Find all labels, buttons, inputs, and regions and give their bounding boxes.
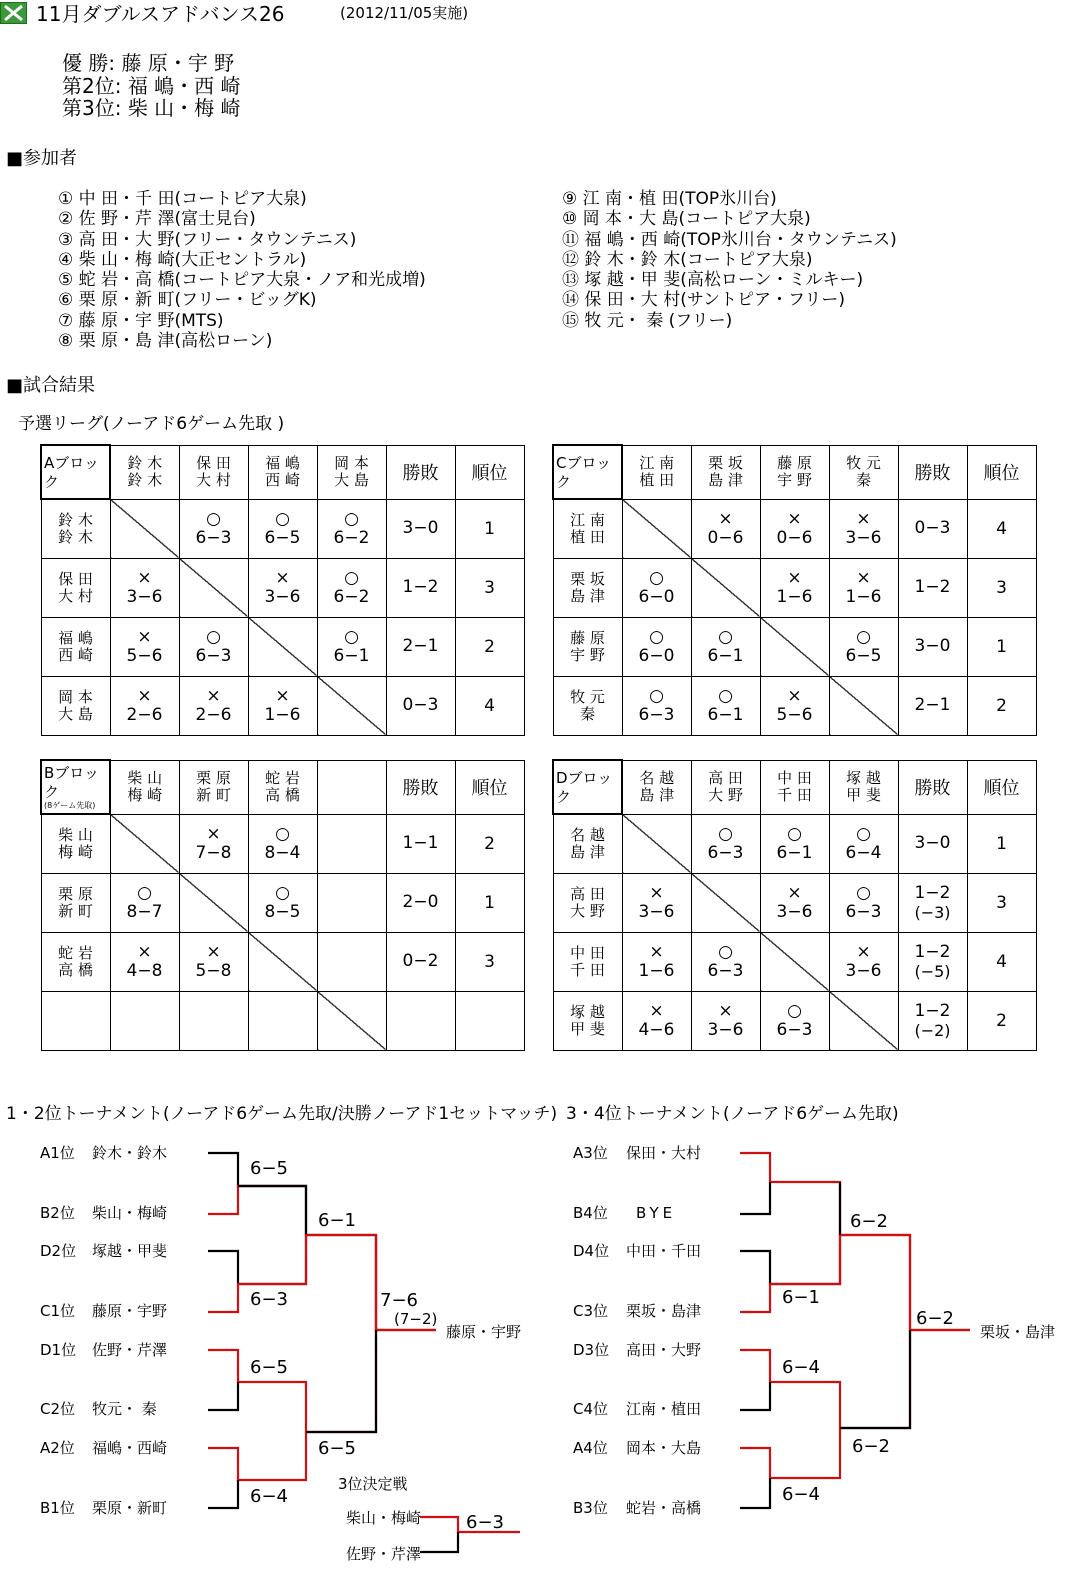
t34-score-sf1: 6−2 bbox=[850, 1211, 888, 1232]
participant-entry: ② 佐 野・芹 澤(富士見台) bbox=[58, 209, 256, 230]
match-score: 6−3 bbox=[638, 704, 675, 725]
match-mark: × bbox=[137, 685, 152, 706]
team-header-name: 藤 原 宇 野 bbox=[777, 454, 812, 489]
wl-value: 3−0 bbox=[914, 636, 951, 656]
match-mark: × bbox=[137, 567, 152, 588]
row-team-name: 牧 元 秦 bbox=[570, 687, 605, 723]
participant-entry: ⑥ 栗 原・新 町(フリー・ビッグK) bbox=[58, 290, 317, 311]
match-score: 6−3 bbox=[195, 645, 232, 666]
team-header-name: 岡 本 大 島 bbox=[334, 454, 369, 489]
tournament-12-title: 1・2位トーナメント(ノーアド6ゲーム先取/決勝ノーアド1セットマッチ) bbox=[6, 1104, 558, 1124]
block-note: (8ゲーム先取) bbox=[44, 801, 96, 810]
t12-score-final: 7−6 bbox=[380, 1290, 418, 1311]
match-score: 8−4 bbox=[264, 842, 301, 863]
match-mark: × bbox=[649, 941, 664, 962]
match-score: 3−6 bbox=[845, 527, 882, 548]
rank-value: 1 bbox=[484, 892, 495, 913]
third-place-score: 6−3 bbox=[466, 1512, 504, 1533]
seed-position: A1位 bbox=[40, 1144, 75, 1162]
wl-header-label: 勝敗 bbox=[402, 463, 439, 484]
seed-position: C1位 bbox=[40, 1302, 76, 1320]
match-mark: ○ bbox=[275, 508, 290, 529]
match-score: 6−2 bbox=[333, 527, 370, 548]
match-score: 5−8 bbox=[195, 960, 232, 981]
match-score: 0−6 bbox=[776, 527, 813, 548]
team-header-name: 名 越 島 津 bbox=[639, 769, 675, 804]
seed-team-name: 塚越・甲斐 bbox=[92, 1242, 168, 1260]
row-team-name: 塚 越 甲 斐 bbox=[570, 1002, 605, 1038]
match-score: 6−2 bbox=[333, 586, 370, 607]
row-team-name: 岡 本 大 島 bbox=[58, 687, 93, 723]
seed-position: D2位 bbox=[40, 1242, 77, 1260]
seed-position: B3位 bbox=[573, 1499, 608, 1517]
match-mark: ○ bbox=[275, 823, 290, 844]
match-mark: × bbox=[275, 567, 290, 588]
t12-score-r1b: 6−3 bbox=[250, 1289, 288, 1310]
row-team-name: 名 越 島 津 bbox=[570, 825, 605, 861]
match-mark: × bbox=[137, 941, 152, 962]
wl-value: 0−2 bbox=[402, 951, 439, 971]
seed-position: D1位 bbox=[40, 1341, 77, 1359]
rank-value: 2 bbox=[996, 1010, 1007, 1031]
match-score: 5−6 bbox=[776, 704, 813, 725]
seed-position: D3位 bbox=[573, 1341, 610, 1359]
block-label: Bブロック bbox=[44, 764, 99, 801]
rank-value: 1 bbox=[484, 518, 495, 539]
team-header-name: 牧 元 秦 bbox=[846, 454, 881, 489]
match-mark: ○ bbox=[649, 685, 664, 706]
team-header-name: 栗 坂 島 津 bbox=[708, 454, 743, 489]
match-mark: ○ bbox=[649, 626, 664, 647]
match-mark: ○ bbox=[856, 823, 871, 844]
block-label: Dブロック bbox=[556, 769, 613, 806]
seed-team-name: 福嶋・西崎 bbox=[92, 1439, 168, 1457]
match-mark: × bbox=[206, 685, 221, 706]
block-label: Cブロック bbox=[556, 454, 612, 491]
match-mark: ○ bbox=[275, 882, 290, 903]
t12-score-r1a: 6−5 bbox=[250, 1158, 288, 1179]
match-score: 6−4 bbox=[845, 842, 882, 863]
match-score: 6−3 bbox=[845, 901, 882, 922]
seed-team-name: 栗坂・島津 bbox=[626, 1302, 702, 1320]
row-team-name: 栗 坂 島 津 bbox=[570, 569, 605, 605]
match-score: 8−5 bbox=[264, 901, 301, 922]
match-score: 6−3 bbox=[707, 960, 744, 981]
row-team-name: 柴 山 梅 崎 bbox=[58, 825, 93, 861]
wl-value: 1−2 bbox=[914, 882, 951, 903]
match-score: 4−6 bbox=[638, 1019, 675, 1040]
row-team-name: 蛇 岩 高 橋 bbox=[58, 943, 93, 979]
wl-header-label: 勝敗 bbox=[914, 778, 951, 799]
rank-value: 3 bbox=[996, 892, 1007, 913]
match-score: 1−6 bbox=[776, 586, 813, 607]
t12-winner: 藤原・宇野 bbox=[446, 1323, 522, 1341]
rank-value: 2 bbox=[996, 695, 1007, 716]
seed-position: D4位 bbox=[573, 1242, 610, 1260]
match-mark: ○ bbox=[206, 508, 221, 529]
t34-score-final: 6−2 bbox=[916, 1308, 954, 1329]
match-mark: ○ bbox=[787, 823, 802, 844]
match-mark: × bbox=[787, 685, 802, 706]
participant-entry: ① 中 田・千 田(コートピア大泉) bbox=[58, 189, 307, 209]
team-header-name: 中 田 千 田 bbox=[777, 769, 812, 804]
t34-winner: 栗坂・島津 bbox=[980, 1323, 1056, 1341]
match-score: 4−8 bbox=[126, 960, 163, 981]
match-mark: × bbox=[206, 941, 221, 962]
seed-team-name: 蛇岩・高橋 bbox=[626, 1499, 702, 1517]
row-team-name: 鈴 木 鈴 木 bbox=[58, 510, 93, 546]
participant-entry: ⑪ 福 嶋・西 崎(TOP氷川台・タウンテニス) bbox=[562, 229, 897, 250]
match-score: 2−6 bbox=[126, 704, 163, 725]
match-score: 6−5 bbox=[845, 645, 882, 666]
seed-position: A4位 bbox=[573, 1439, 608, 1457]
team-header-name: 高 田 大 野 bbox=[708, 769, 743, 804]
match-score: 6−3 bbox=[707, 842, 744, 863]
wl-value: 1−2 bbox=[914, 577, 951, 597]
seed-team-name: 岡本・大島 bbox=[626, 1439, 702, 1457]
match-score: 6−1 bbox=[776, 842, 813, 863]
match-score: 6−5 bbox=[264, 527, 301, 548]
seed-position: C2位 bbox=[40, 1400, 76, 1418]
result-third: 第3位: 柴 山・梅 崎 bbox=[62, 96, 241, 120]
match-mark: ○ bbox=[718, 626, 733, 647]
wl-value: 1−2 bbox=[914, 1000, 951, 1021]
match-mark: ○ bbox=[344, 626, 359, 647]
rank-value: 3 bbox=[484, 577, 495, 598]
wl-value: 1−2 bbox=[402, 577, 439, 597]
rank-header-label: 順位 bbox=[471, 463, 508, 484]
row-team-name: 江 南 植 田 bbox=[570, 510, 605, 546]
match-mark: ○ bbox=[649, 567, 664, 588]
participant-entry: ③ 高 田・大 野(フリー・タウンテニス) bbox=[58, 229, 357, 250]
team-header-name: 福 嶋 西 崎 bbox=[265, 454, 300, 489]
match-score: 1−6 bbox=[638, 960, 675, 981]
t12-score-r1d: 6−4 bbox=[250, 1486, 288, 1507]
match-score: 6−0 bbox=[638, 645, 675, 666]
row-team-name: 福 嶋 西 崎 bbox=[58, 628, 93, 664]
third-place-team-a: 柴山・梅崎 bbox=[346, 1509, 422, 1527]
participants-heading: ■参加者 bbox=[6, 148, 78, 169]
rank-header-label: 順位 bbox=[983, 463, 1020, 484]
match-score: 3−6 bbox=[264, 586, 301, 607]
tournament-34-title: 3・4位トーナメント(ノーアド6ゲーム先取) bbox=[566, 1104, 899, 1124]
wl-header-label: 勝敗 bbox=[402, 778, 439, 799]
result-winner: 優 勝: 藤 原・宇 野 bbox=[62, 51, 235, 75]
wl-value: 2−1 bbox=[914, 695, 951, 715]
seed-team-name: 中田・千田 bbox=[626, 1242, 702, 1260]
participant-entry: ⑭ 保 田・大 村(サントピア・フリー) bbox=[562, 290, 845, 311]
match-mark: × bbox=[787, 882, 802, 903]
team-header-name: 保 田 大 村 bbox=[196, 454, 231, 489]
seed-team-name: 牧元・ 秦 bbox=[92, 1400, 157, 1418]
participant-entry: ⑫ 鈴 木・鈴 木(コートピア大泉) bbox=[562, 249, 813, 270]
seed-team-name: 柴山・梅崎 bbox=[92, 1204, 168, 1222]
wl-value: 1−2 bbox=[914, 941, 951, 962]
t12-score-sf2: 6−5 bbox=[318, 1438, 356, 1459]
t34-score-sf2: 6−2 bbox=[852, 1436, 890, 1457]
seed-team-name: 佐野・芹澤 bbox=[92, 1341, 168, 1359]
wl-value: 2−0 bbox=[402, 892, 439, 912]
participant-entry: ⑨ 江 南・植 田(TOP氷川台) bbox=[562, 189, 777, 209]
wl-value: 2−1 bbox=[402, 636, 439, 656]
wl-header-label: 勝敗 bbox=[914, 463, 951, 484]
seed-position: C4位 bbox=[573, 1400, 609, 1418]
rank-header-label: 順位 bbox=[983, 778, 1020, 799]
match-mark: × bbox=[856, 508, 871, 529]
participant-entry: ⑮ 牧 元・ 秦 (フリー) bbox=[562, 310, 733, 331]
seed-team-name: BYE bbox=[636, 1204, 677, 1222]
wl-value: 0−3 bbox=[402, 695, 439, 715]
participant-entry: ⑤ 蛇 岩・高 橋(コートピア大泉・ノア和光成増) bbox=[58, 270, 426, 291]
match-score: 1−6 bbox=[264, 704, 301, 725]
participant-entry: ⑧ 栗 原・島 津(高松ローン) bbox=[58, 331, 273, 352]
match-mark: ○ bbox=[787, 1000, 802, 1021]
rank-value: 2 bbox=[484, 833, 495, 854]
match-mark: × bbox=[275, 685, 290, 706]
team-header-name: 鈴 木 鈴 木 bbox=[127, 454, 163, 489]
match-mark: ○ bbox=[344, 508, 359, 529]
seed-team-name: 高田・大野 bbox=[626, 1341, 702, 1359]
match-mark: × bbox=[206, 823, 221, 844]
event-date: (2012/11/05実施) bbox=[340, 4, 469, 22]
match-mark: × bbox=[718, 1000, 733, 1021]
match-mark: ○ bbox=[344, 567, 359, 588]
seed-position: A3位 bbox=[573, 1144, 608, 1162]
match-mark: ○ bbox=[206, 626, 221, 647]
match-score: 6−1 bbox=[707, 704, 744, 725]
team-header-name: 塚 越 甲 斐 bbox=[846, 769, 881, 804]
wl-value: 3−0 bbox=[914, 833, 951, 853]
match-mark: × bbox=[856, 567, 871, 588]
row-team-name: 保 田 大 村 bbox=[58, 569, 93, 605]
match-score: 3−6 bbox=[776, 901, 813, 922]
t34-score-r1b: 6−1 bbox=[782, 1287, 820, 1308]
wl-value: 3−0 bbox=[402, 518, 439, 538]
match-score: 3−6 bbox=[845, 960, 882, 981]
match-score: 7−8 bbox=[195, 842, 232, 863]
match-score: 5−6 bbox=[126, 645, 163, 666]
participant-entry: ④ 柴 山・梅 崎(大正セントラル) bbox=[58, 249, 307, 270]
match-mark: ○ bbox=[718, 823, 733, 844]
participant-entry: ⑦ 藤 原・宇 野(MTS) bbox=[58, 310, 224, 331]
match-score: 6−3 bbox=[776, 1019, 813, 1040]
match-mark: × bbox=[787, 508, 802, 529]
match-score: 8−7 bbox=[126, 901, 163, 922]
seed-position: A2位 bbox=[40, 1439, 75, 1457]
wl-diff: (−2) bbox=[914, 1020, 951, 1040]
rank-value: 1 bbox=[996, 833, 1007, 854]
rank-header-label: 順位 bbox=[471, 778, 508, 799]
rank-value: 4 bbox=[996, 518, 1007, 539]
participant-entry: ⑬ 塚 越・甲 斐(高松ローン・ミルキー) bbox=[562, 270, 864, 291]
seed-team-name: 藤原・宇野 bbox=[92, 1302, 168, 1320]
team-header-name: 柴 山 梅 崎 bbox=[127, 769, 163, 804]
match-mark: ○ bbox=[718, 941, 733, 962]
match-score: 3−6 bbox=[707, 1019, 744, 1040]
match-score: 1−6 bbox=[845, 586, 882, 607]
rank-value: 4 bbox=[484, 695, 495, 716]
match-mark: × bbox=[718, 508, 733, 529]
match-score: 3−6 bbox=[638, 901, 675, 922]
match-mark: × bbox=[649, 882, 664, 903]
page-title: 11月ダブルスアドバンス26 bbox=[36, 2, 285, 26]
t12-score-final-tiebreak: (7−2) bbox=[394, 1310, 438, 1328]
team-header-name: 江 南 植 田 bbox=[639, 454, 675, 489]
seed-position: C3位 bbox=[573, 1302, 609, 1320]
seed-position: B1位 bbox=[40, 1499, 75, 1517]
result-second: 第2位: 福 嶋・西 崎 bbox=[62, 74, 241, 98]
match-mark: ○ bbox=[856, 882, 871, 903]
t12-score-r1c: 6−5 bbox=[250, 1357, 288, 1378]
match-mark: × bbox=[137, 626, 152, 647]
seed-position: B2位 bbox=[40, 1204, 75, 1222]
participant-entry: ⑩ 岡 本・大 島(コートピア大泉) bbox=[562, 209, 811, 230]
match-score: 6−3 bbox=[195, 527, 232, 548]
seed-team-name: 保田・大村 bbox=[626, 1144, 702, 1162]
match-results-heading: ■試合結果 bbox=[6, 375, 96, 396]
rank-value: 3 bbox=[996, 577, 1007, 598]
seed-position: B4位 bbox=[573, 1204, 608, 1222]
match-score: 6−0 bbox=[638, 586, 675, 607]
match-mark: ○ bbox=[137, 882, 152, 903]
wl-value: 1−1 bbox=[402, 833, 439, 853]
match-score: 2−6 bbox=[195, 704, 232, 725]
team-header-name: 蛇 岩 高 橋 bbox=[265, 769, 300, 804]
row-team-name: 中 田 千 田 bbox=[570, 943, 605, 979]
wl-diff: (−3) bbox=[914, 902, 951, 922]
seed-team-name: 栗原・新町 bbox=[92, 1499, 168, 1517]
seed-team-name: 江南・植田 bbox=[626, 1400, 702, 1418]
t34-score-r1d: 6−4 bbox=[782, 1484, 820, 1505]
match-mark: × bbox=[787, 567, 802, 588]
rank-value: 2 bbox=[484, 636, 495, 657]
match-score: 6−1 bbox=[707, 645, 744, 666]
match-score: 0−6 bbox=[707, 527, 744, 548]
t34-score-r1c: 6−4 bbox=[782, 1357, 820, 1378]
row-team-name: 藤 原 宇 野 bbox=[570, 628, 605, 664]
rank-value: 3 bbox=[484, 951, 495, 972]
block-label: Aブロック bbox=[44, 454, 99, 491]
prelim-league-title: 予選リーグ(ノーアド6ゲーム先取 ) bbox=[18, 414, 285, 434]
third-place-title: 3位決定戦 bbox=[338, 1475, 408, 1493]
seed-team-name: 鈴木・鈴木 bbox=[92, 1144, 168, 1162]
wl-diff: (−5) bbox=[914, 961, 951, 981]
match-mark: ○ bbox=[856, 626, 871, 647]
match-mark: × bbox=[856, 941, 871, 962]
match-score: 3−6 bbox=[126, 586, 163, 607]
rank-value: 1 bbox=[996, 636, 1007, 657]
wl-value: 0−3 bbox=[914, 518, 951, 538]
match-mark: × bbox=[649, 1000, 664, 1021]
third-place-team-b: 佐野・芹澤 bbox=[346, 1545, 422, 1563]
rank-value: 4 bbox=[996, 951, 1007, 972]
match-score: 6−1 bbox=[333, 645, 370, 666]
match-mark: ○ bbox=[718, 685, 733, 706]
t12-score-sf1: 6−1 bbox=[318, 1210, 356, 1231]
row-team-name: 高 田 大 野 bbox=[570, 884, 605, 920]
row-team-name: 栗 原 新 町 bbox=[58, 884, 93, 920]
team-header-name: 栗 原 新 町 bbox=[196, 769, 231, 804]
